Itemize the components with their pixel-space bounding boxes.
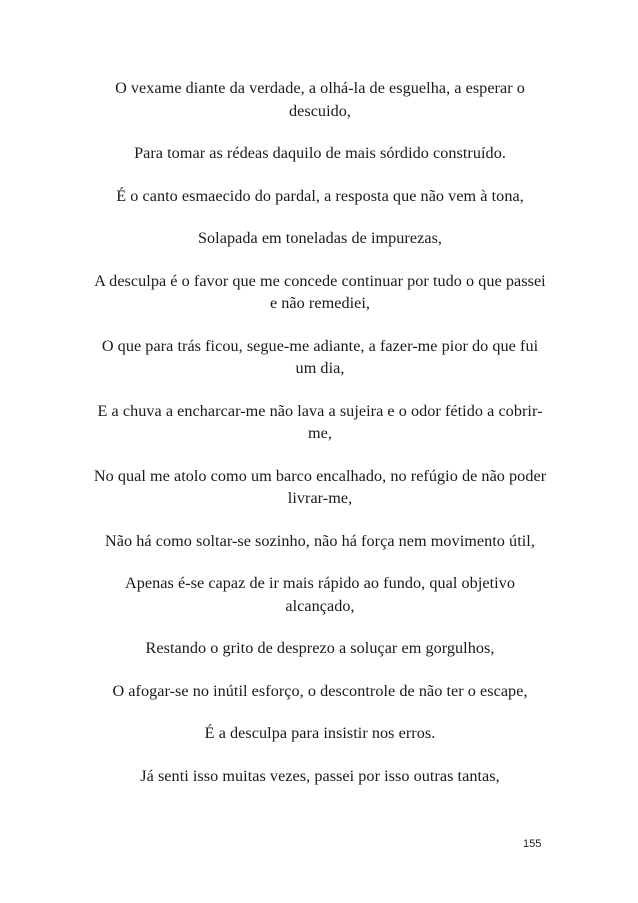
page-number: 155	[523, 838, 542, 850]
poem-line: É o canto esmaecido do pardal, a resposta que não vem à tona,	[116, 186, 524, 205]
poem-line: Apenas é-se capaz de ir mais rápido ao fundo, qual objetivo alcançado,	[125, 574, 515, 615]
poem-line: No qual me atolo como um barco encalhado, no refúgio de não poder livrar-me,	[93, 466, 547, 507]
poem-line: O vexame diante da verdade, a olhá-la de esguelha, a esperar o descuido,	[115, 79, 525, 120]
poem-line: O que para trás ficou, segue-me adiante, a fazer-me pior do que fui um dia,	[101, 336, 539, 377]
poem-line: E a chuva a encharcar-me não lava a sujeira e o odor fétido a cobrir-me,	[97, 401, 543, 442]
poem-body	[92, 77, 548, 807]
poem-line: Restando o grito de desprezo a soluçar em gorgulhos,	[145, 639, 495, 657]
poem-line: É a desculpa para insistir nos erros.	[204, 724, 436, 742]
poem-line: Para tomar as rédeas daquilo de mais sórdido construído.	[134, 144, 506, 162]
poem-line: Já senti isso muitas vezes, passei por isso outras tantas,	[140, 766, 500, 785]
poem-line: A desculpa é o favor que me concede continuar por tudo o que passei e não remediei,	[94, 271, 546, 312]
poem-line: Solapada em toneladas de impurezas,	[197, 229, 443, 247]
poem-line: O afogar-se no inútil esforço, o descontrole de não ter o escape,	[112, 681, 528, 700]
poem-line: Não há como soltar-se sozinho, não há força nem movimento útil,	[105, 531, 535, 550]
